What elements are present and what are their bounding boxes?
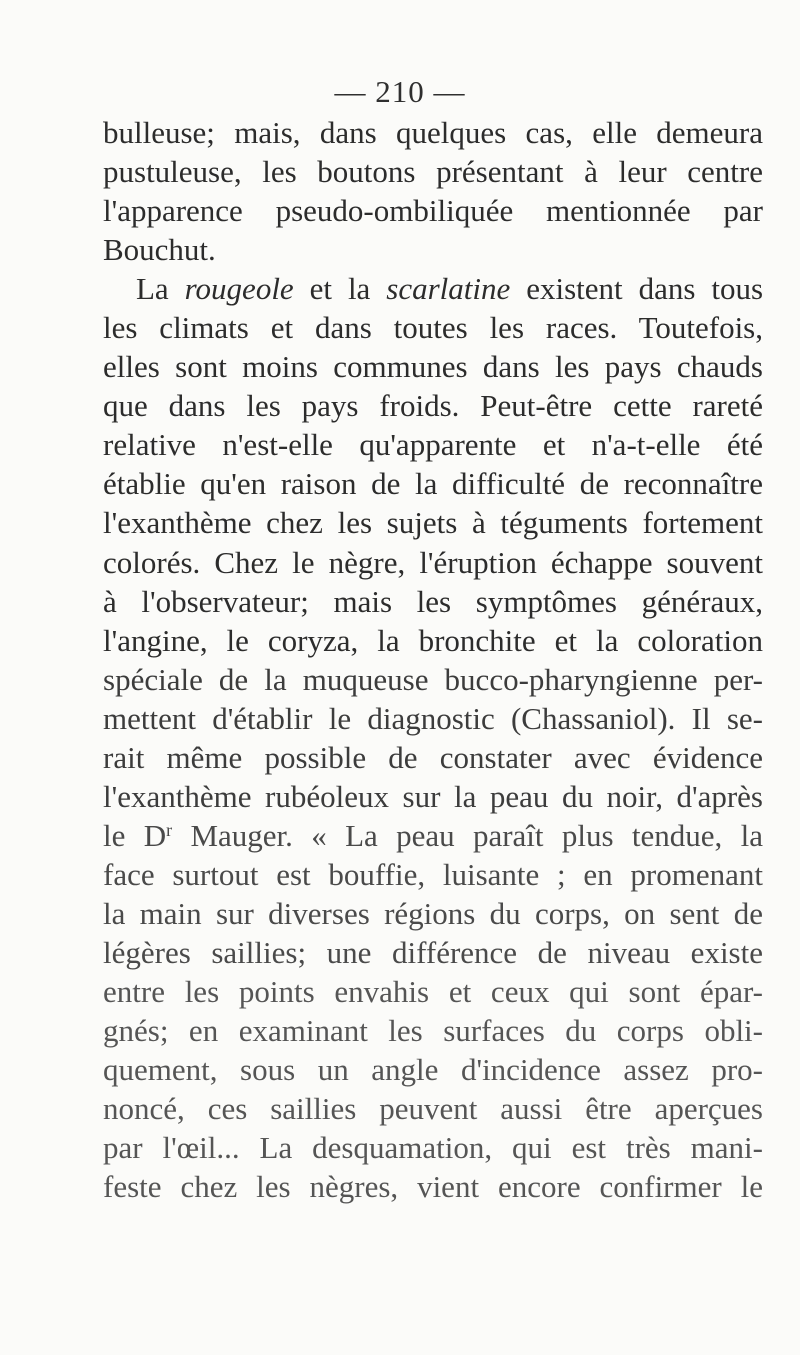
text-line bbox=[103, 1128, 763, 1167]
text-line bbox=[103, 1167, 763, 1206]
text-line bbox=[103, 1050, 763, 1089]
text-line bbox=[103, 699, 763, 738]
text-line bbox=[103, 308, 763, 347]
page-number: — 210 — bbox=[334, 74, 466, 109]
text-line bbox=[103, 503, 763, 542]
text-line bbox=[103, 269, 763, 308]
text-segment: établie qu'en raison de la difficulté de reconnaître bbox=[103, 466, 763, 502]
text-line bbox=[103, 347, 763, 386]
text-segment: rait même possible de constater avec évidence bbox=[103, 739, 763, 775]
text-line bbox=[103, 855, 763, 894]
text-line bbox=[103, 933, 763, 972]
text-line bbox=[103, 777, 763, 816]
text-line bbox=[103, 386, 763, 425]
text-segment: que dans les pays froids. Peut-être cette rareté bbox=[103, 388, 763, 424]
text-line bbox=[103, 152, 763, 191]
text-segment: bulleuse; mais, dans quelques cas, elle demeura bbox=[103, 115, 763, 150]
text-segment: Mauger. « La peau paraît plus tendue, la bbox=[172, 817, 763, 853]
text-line bbox=[103, 816, 763, 855]
text-segment: la main sur diverses régions du corps, on sent de bbox=[103, 895, 763, 931]
text-segment: elles sont moins communes dans les pays chauds bbox=[103, 349, 763, 385]
text-segment: le D bbox=[103, 817, 167, 853]
text-line bbox=[103, 543, 763, 582]
text-line bbox=[103, 660, 763, 699]
text-line bbox=[103, 425, 763, 464]
text-segment: pustuleuse, les boutons présentant à leur centre bbox=[103, 154, 763, 190]
text-line bbox=[103, 113, 763, 152]
italic-term-rougeole: rougeole bbox=[184, 271, 294, 307]
text-segment: face surtout est bouffie, luisante ; en promenant bbox=[103, 856, 763, 892]
text-line bbox=[103, 894, 763, 933]
text-segment: l'exanthème chez les sujets à téguments fortement bbox=[103, 505, 763, 541]
text-segment: Bouchut. bbox=[103, 232, 216, 268]
text-line bbox=[103, 1011, 763, 1050]
text-segment: entre les points envahis et ceux qui sont épar- bbox=[103, 974, 763, 1010]
body-text bbox=[103, 113, 763, 1206]
text-segment: à l'observateur; mais les symptômes généraux, bbox=[103, 583, 763, 619]
text-segment: mettent d'établir le diagnostic (Chassaniol). Il se- bbox=[103, 700, 763, 736]
text-segment: les climats et dans toutes les races. Toutefois, bbox=[103, 310, 763, 346]
text-segment: relative n'est-elle qu'apparente et n'a-t-elle été bbox=[103, 427, 763, 463]
text-segment: feste chez les nègres, vient encore confirmer le bbox=[103, 1169, 763, 1205]
text-line bbox=[103, 191, 763, 230]
text-segment: quement, sous un angle d'incidence assez pro- bbox=[103, 1052, 763, 1088]
text-segment: par l'œil... La desquamation, qui est très mani- bbox=[103, 1130, 763, 1166]
text-segment: colorés. Chez le nègre, l'éruption échappe souvent bbox=[103, 544, 763, 580]
italic-term-scarlatine: scarlatine bbox=[386, 271, 511, 307]
text-line bbox=[103, 230, 763, 269]
text-line bbox=[103, 582, 763, 621]
text-segment: existent dans tous bbox=[510, 271, 764, 307]
text-segment: et la bbox=[293, 271, 387, 307]
text-line bbox=[103, 1089, 763, 1128]
text-segment: légères saillies; une différence de niveau existe bbox=[103, 934, 763, 970]
text-segment: spéciale de la muqueuse bucco-pharyngienne per- bbox=[103, 661, 763, 697]
text-line bbox=[103, 621, 763, 660]
text-segment: La bbox=[136, 271, 185, 307]
text-segment: l'angine, le coryza, la bronchite et la coloration bbox=[103, 622, 763, 658]
text-line bbox=[103, 972, 763, 1011]
text-segment: gnés; en examinant les surfaces du corps obli- bbox=[103, 1013, 763, 1049]
superscript: r bbox=[166, 819, 173, 840]
text-segment: noncé, ces saillies peuvent aussi être aperçues bbox=[103, 1091, 763, 1127]
text-segment: l'exanthème rubéoleux sur la peau du noir, d'après bbox=[103, 778, 763, 814]
text-line bbox=[103, 738, 763, 777]
text-segment: l'apparence pseudo-ombiliquée mentionnée par bbox=[103, 193, 763, 229]
text-line bbox=[103, 464, 763, 503]
